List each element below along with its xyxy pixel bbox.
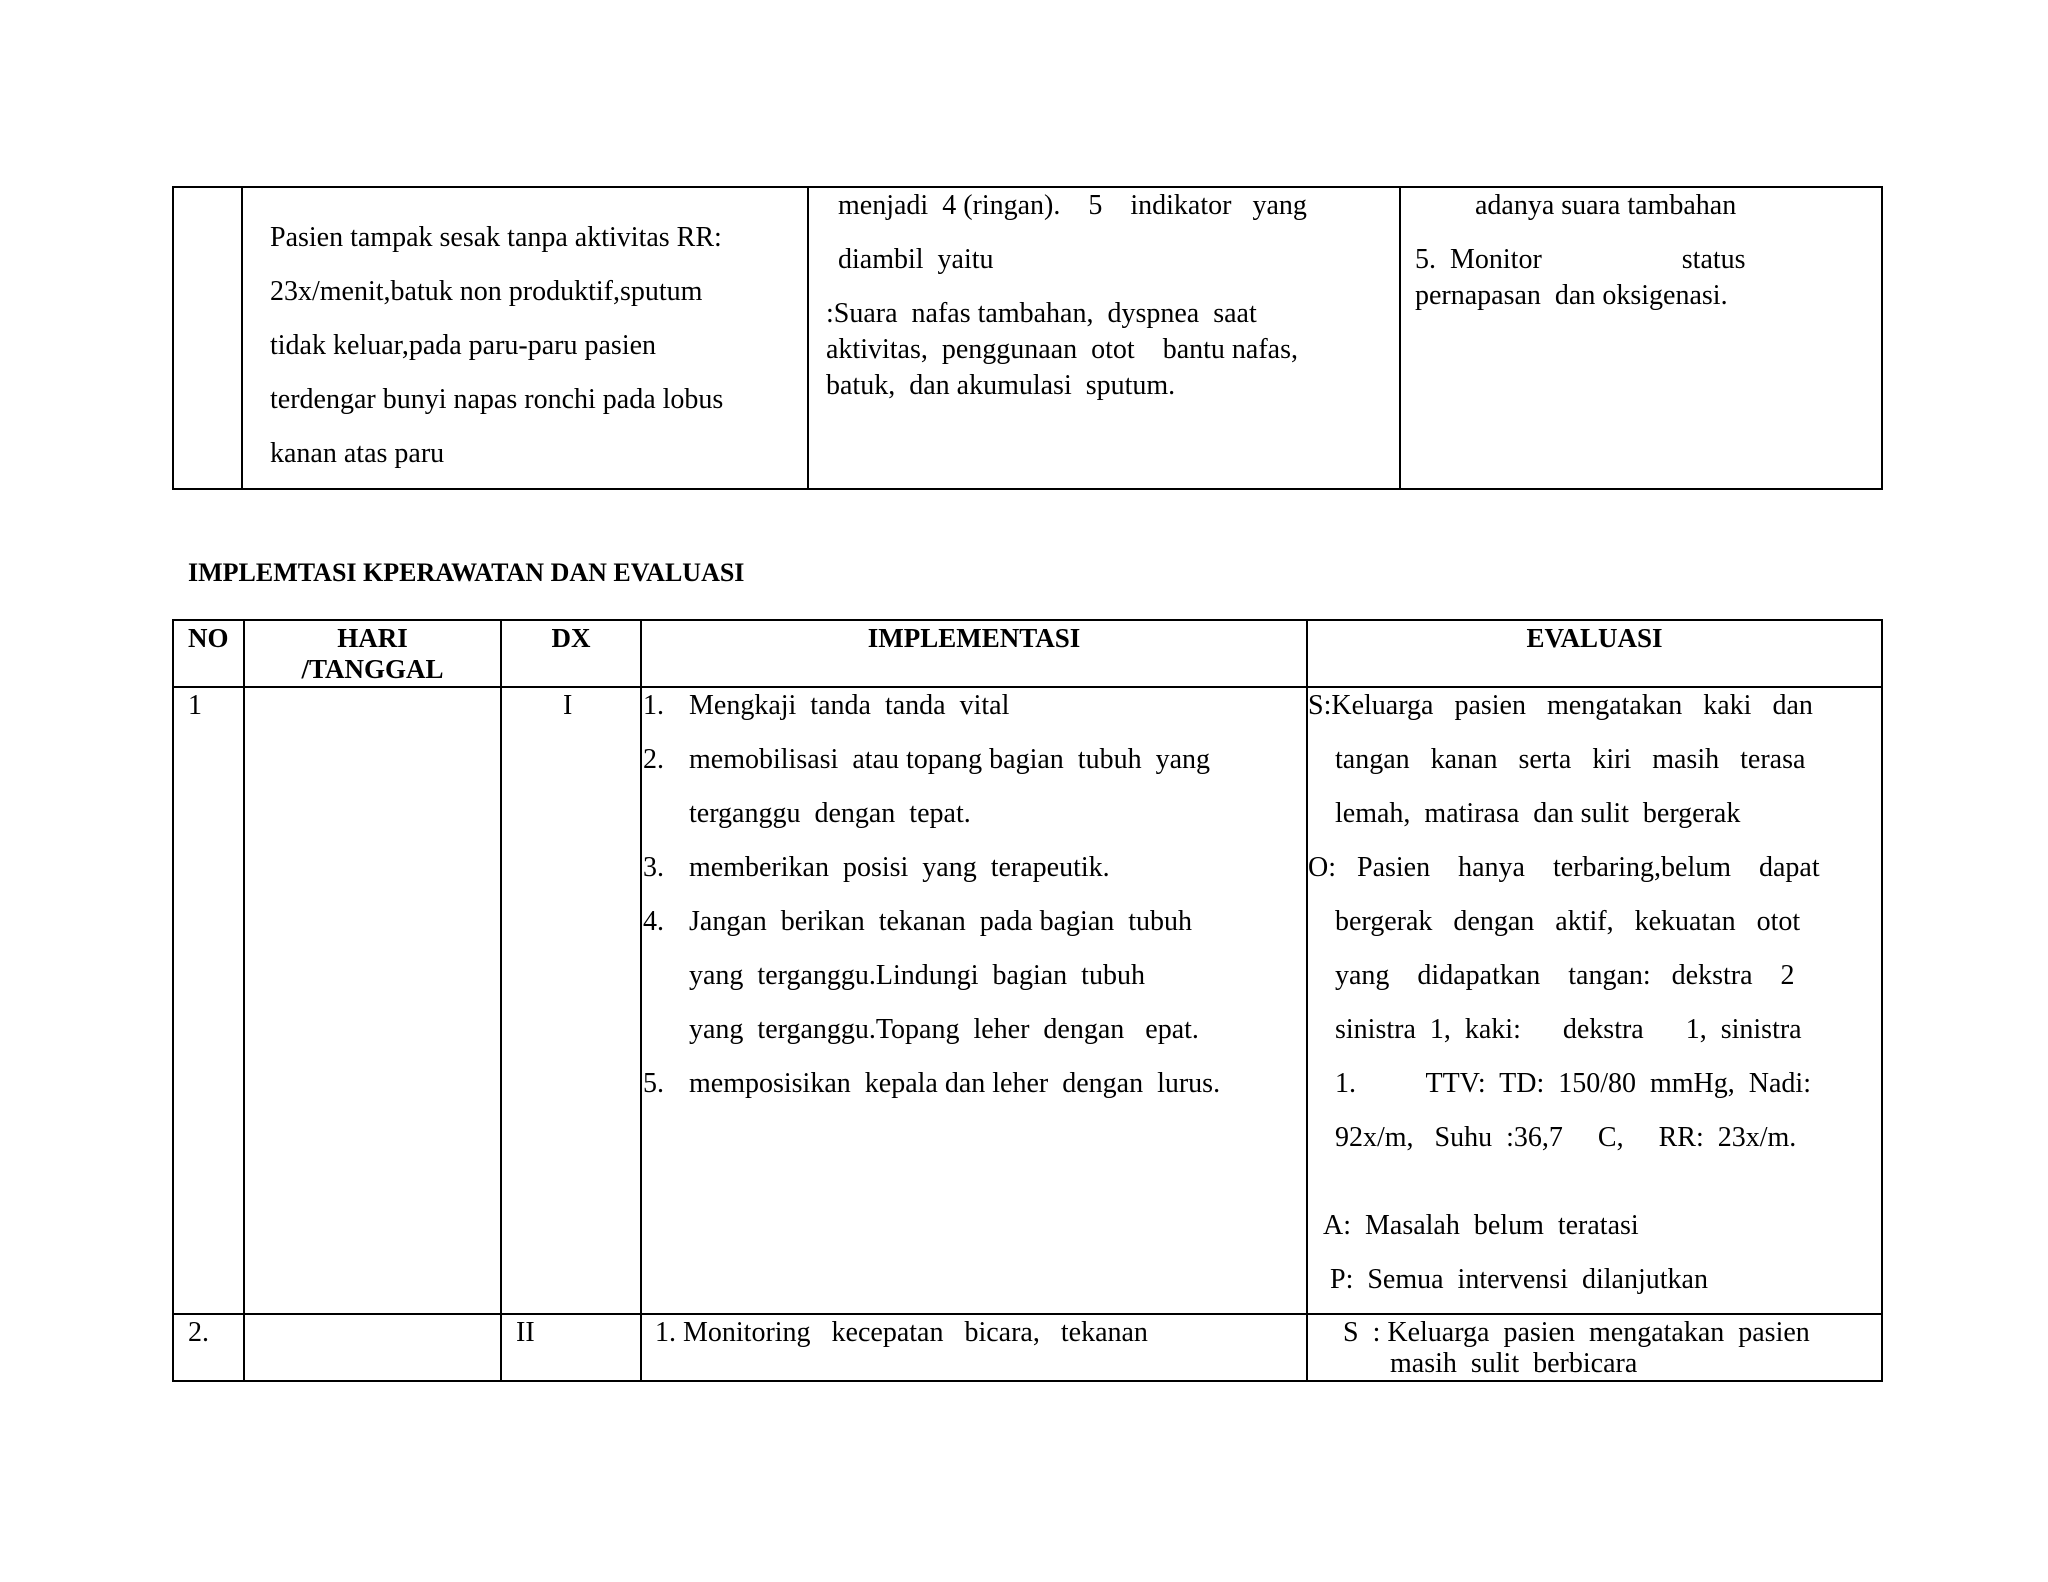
assessment-line: kanan atas paru — [270, 438, 445, 469]
top-table-border-left — [172, 186, 174, 490]
table-border-top — [172, 619, 1883, 621]
col-divider-4 — [1306, 619, 1308, 1382]
top-table-border-right — [1881, 186, 1883, 490]
row-no: 2. — [188, 1317, 209, 1348]
impl-text: terganggu dengan tepat. — [689, 798, 971, 829]
assessment-line: 23x/menit,batuk non produktif,sputum — [270, 276, 703, 307]
table-border-left — [172, 619, 174, 1382]
row-no: 1 — [188, 690, 202, 721]
top-table-divider-3 — [1399, 186, 1401, 490]
header-divider — [172, 686, 1883, 688]
header-hari: HARI — [337, 623, 408, 653]
top-table-border-bottom — [172, 488, 1883, 490]
outcome-line: aktivitas, penggunaan otot bantu nafas, — [826, 334, 1298, 365]
row-dx: II — [516, 1317, 535, 1348]
impl-text: 1. Monitoring kecepatan bicara, tekanan — [655, 1317, 1148, 1348]
outcome-line: :Suara nafas tambahan, dyspnea saat — [826, 298, 1257, 329]
outcome-line: menjadi 4 (ringan). 5 indikator yang — [838, 190, 1307, 221]
eval-objective: yang didapatkan tangan: dekstra 2 — [1335, 960, 1795, 991]
impl-num: 5. — [643, 1068, 664, 1099]
header-evaluasi: EVALUASI — [1526, 623, 1663, 653]
eval-objective: 92x/m, Suhu :36,7 C, RR: 23x/m. — [1335, 1122, 1797, 1153]
assessment-line: Pasien tampak sesak tanpa aktivitas RR: — [270, 222, 722, 253]
col-divider-2 — [500, 619, 502, 1382]
impl-text: yang terganggu.Lindungi bagian tubuh — [689, 960, 1145, 991]
eval-subjective: lemah, matirasa dan sulit bergerak — [1335, 798, 1741, 829]
row-divider — [172, 1313, 1883, 1315]
header-no: NO — [188, 623, 229, 653]
impl-text: Mengkaji tanda tanda vital — [689, 690, 1010, 721]
impl-text: yang terganggu.Topang leher dengan epat. — [689, 1014, 1199, 1045]
section-title: IMPLEMTASI KPERAWATAN DAN EVALUASI — [188, 558, 745, 587]
eval-subjective: tangan kanan serta kiri masih terasa — [1335, 744, 1806, 775]
eval-plan: P: Semua intervensi dilanjutkan — [1330, 1264, 1708, 1295]
eval-objective: bergerak dengan aktif, kekuatan otot — [1335, 906, 1801, 937]
assessment-line: terdengar bunyi napas ronchi pada lobus — [270, 384, 724, 415]
impl-text: Jangan berikan tekanan pada bagian tubuh — [689, 906, 1193, 937]
impl-num: 4. — [643, 906, 664, 937]
intervention-line: adanya suara tambahan — [1475, 190, 1737, 221]
assessment-line: tidak keluar,pada paru-paru pasien — [270, 330, 657, 361]
table-border-right — [1881, 619, 1883, 1382]
eval-objective: sinistra 1, kaki: dekstra 1, sinistra — [1335, 1014, 1802, 1045]
eval-objective: O: Pasien hanya terbaring,belum dapat — [1308, 852, 1820, 883]
col-divider-1 — [243, 619, 245, 1382]
eval-assessment: A: Masalah belum teratasi — [1323, 1210, 1639, 1241]
eval-subjective: S : Keluarga pasien mengatakan pasien — [1343, 1317, 1810, 1348]
intervention-line: pernapasan dan oksigenasi. — [1415, 280, 1728, 311]
top-table-divider-1 — [241, 186, 243, 490]
eval-subjective: S:Keluarga pasien mengatakan kaki dan — [1308, 690, 1813, 721]
col-divider-3 — [640, 619, 642, 1382]
impl-text: memberikan posisi yang terapeutik. — [689, 852, 1110, 883]
table-border-bottom — [172, 1380, 1883, 1382]
header-implementasi: IMPLEMENTASI — [867, 623, 1081, 653]
eval-objective: 1. TTV: TD: 150/80 mmHg, Nadi: — [1335, 1068, 1811, 1099]
impl-num: 1. — [643, 690, 664, 721]
outcome-line: batuk, dan akumulasi sputum. — [826, 370, 1176, 401]
header-dx: DX — [551, 623, 591, 653]
top-table-divider-2 — [807, 186, 809, 490]
eval-subjective: masih sulit berbicara — [1390, 1348, 1638, 1379]
impl-text: memposisikan kepala dan leher dengan lurus. — [689, 1068, 1221, 1099]
impl-num: 3. — [643, 852, 664, 883]
impl-num: 2. — [643, 744, 664, 775]
outcome-line: diambil yaitu — [838, 244, 994, 275]
row-dx: I — [563, 690, 573, 721]
header-tanggal: /TANGGAL — [301, 654, 444, 684]
top-table-border-top — [172, 186, 1883, 188]
intervention-line: 5. Monitor status — [1415, 244, 1746, 275]
impl-text: memobilisasi atau topang bagian tubuh yang — [689, 744, 1211, 775]
